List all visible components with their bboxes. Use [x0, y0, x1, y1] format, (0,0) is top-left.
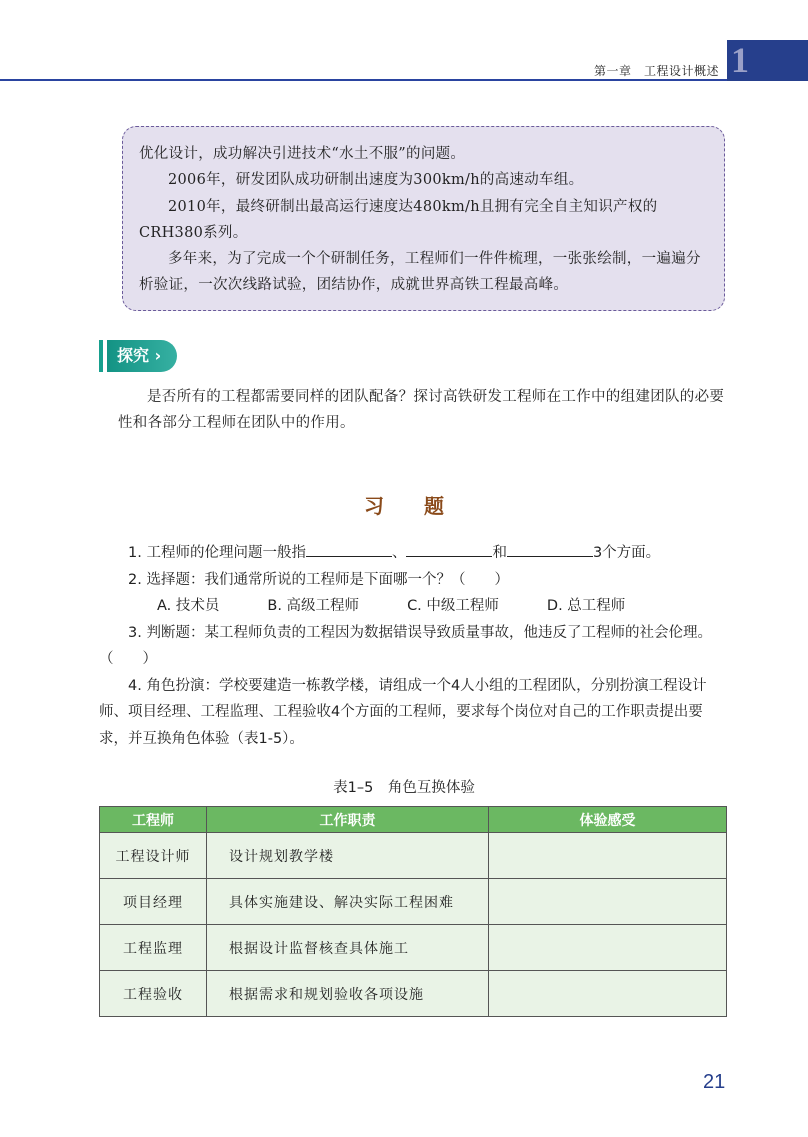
- table-row: [100, 925, 727, 971]
- cell: [489, 925, 727, 971]
- cell: 根据需求和规划验收各项设施: [207, 971, 489, 1017]
- table-row: [100, 833, 727, 879]
- cell: 项目经理: [100, 879, 207, 925]
- cell: 工程监理: [100, 925, 207, 971]
- story-paragraph: 多年来，为了完成一个个研制任务，工程师们一件件梳理，一张张绘制，一遍遍分析验证，一次次线路试验，团结协作，成就世界高铁工程最高峰。: [139, 251, 701, 294]
- exercises: [99, 540, 729, 752]
- explore-text: 是否所有的工程都需要同样的团队配备？探讨高铁研发工程师在工作中的组建团队的必要性和各部分工程师在团队中的作用。: [118, 389, 725, 431]
- cell: 工程验收: [100, 971, 207, 1017]
- role-table: [99, 806, 727, 1017]
- chapter-title: 第一章 工程设计概述: [594, 64, 720, 78]
- q2-options: [99, 593, 729, 620]
- cell: 具体实施建设、解决实际工程困难: [207, 879, 489, 925]
- blank: [306, 541, 392, 557]
- explore-label: 探究: [117, 346, 150, 365]
- blank: [507, 541, 593, 557]
- option: C. 中级工程师: [407, 598, 499, 614]
- question-1: [99, 540, 729, 567]
- q1-text: 1. 工程师的伦理问题一般指: [128, 545, 306, 561]
- header-cell: 体验感受: [489, 807, 727, 833]
- page-number: 21: [703, 1071, 726, 1093]
- question-4: 4. 角色扮演：学校要建造一栋教学楼，请组成一个4人小组的工程团队，分别扮演工程设计师、项目经理、工程监理、工程验收4个方面的工程师，要求每个岗位对自己的工作职责提出要求，并互换角色体验（表1-5）。: [99, 677, 707, 747]
- header-cell: 工程师: [100, 807, 207, 833]
- table-row: [100, 971, 727, 1017]
- q1-end: 3个方面。: [592, 545, 661, 561]
- question-3: 3. 判断题：某工程师负责的工程因为数据错误导致质量事故，他违反了工程师的社会伦理。（ ）: [99, 624, 712, 667]
- option: B. 高级工程师: [267, 598, 360, 614]
- story-paragraph: 2006年，研发团队成功研制出速度为300km/h的高速动车组。: [168, 172, 584, 189]
- story-box: [122, 126, 725, 311]
- table-row: [100, 879, 727, 925]
- story-paragraph: 优化设计，成功解决引进技术“水土不服”的问题。: [139, 146, 466, 162]
- question-2: 2. 选择题：我们通常所说的工程师是下面哪一个？（ ）: [128, 571, 509, 588]
- chevron-right-icon: ›: [154, 346, 162, 365]
- q1-sep: 和: [492, 545, 507, 561]
- q1-sep: 、: [391, 545, 407, 561]
- cell: [489, 879, 727, 925]
- cell: 工程设计师: [100, 833, 207, 879]
- chapter-number: 1: [727, 40, 808, 81]
- header-rule: [0, 79, 727, 81]
- cell: [489, 971, 727, 1017]
- explore-tag: [99, 340, 177, 372]
- cell: 设计规划教学楼: [207, 833, 489, 879]
- table-header: [100, 807, 727, 833]
- blank: [406, 541, 492, 557]
- story-paragraph: 2010年，最终研制出最高运行速度达480km/h且拥有完全自主知识产权的CRH380系列。: [139, 198, 658, 241]
- option: A. 技术员: [157, 598, 220, 614]
- header-cell: 工作职责: [207, 807, 489, 833]
- cell: 根据设计监督核查具体施工: [207, 925, 489, 971]
- cell: [489, 833, 727, 879]
- exercises-title: 习题: [364, 494, 484, 518]
- option: D. 总工程师: [546, 598, 626, 614]
- table-caption: 表1–5 角色互换体验: [333, 780, 475, 796]
